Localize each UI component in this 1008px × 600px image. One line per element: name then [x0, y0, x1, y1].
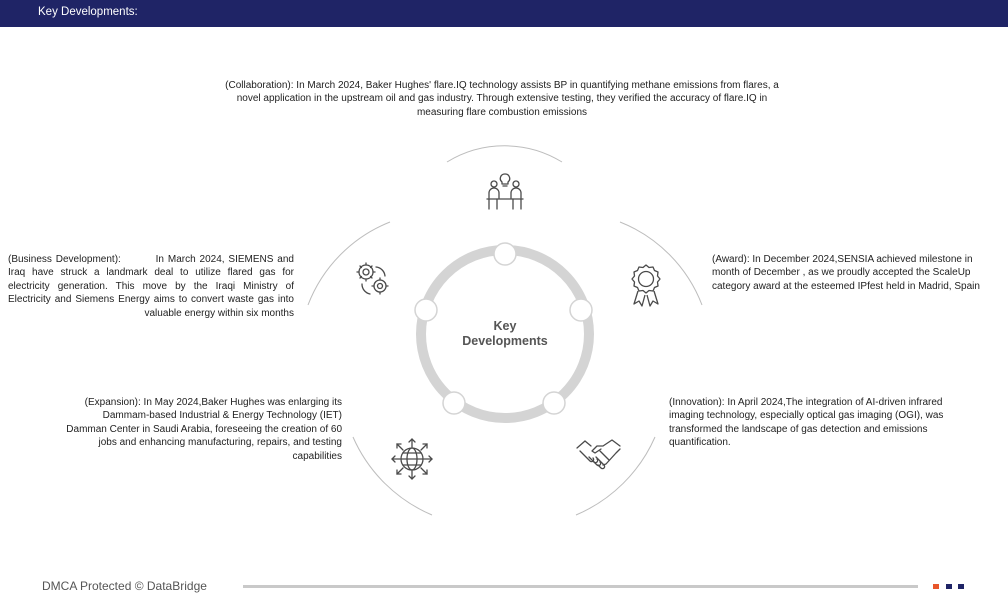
footer-square-navy-2	[958, 584, 964, 589]
ring-node-bottom-left	[443, 392, 465, 414]
footer-copyright: DMCA Protected © DataBridge	[42, 579, 207, 593]
arc-right	[620, 222, 702, 305]
people-meeting-icon	[487, 174, 523, 209]
center-label-line1: Key	[493, 319, 517, 333]
center-label	[455, 319, 555, 349]
page-title: Key Developments:	[38, 6, 138, 18]
footer-square-orange	[933, 584, 939, 589]
innovation-text: (Innovation): In April 2024,The integration of AI-driven infrared imaging technology, especially optical gas imaging (OGI), was transformed the landscape of gas detection and emissions quantification.	[669, 397, 944, 449]
business-development-text: (Business Development): In March 2024, SIEMENS and Iraq have struck a landmark deal to utilize flared gas for electricity generation. This move by the Iraqi Ministry of Electricity and Siemens Energy aims to convert waste gas into valuable energy within six months	[8, 254, 294, 319]
award-text: (Award): In December 2024,SENSIA achieved milestone in month of December , as we proudly accepted the ScaleUp category award at the esteemed IPfest held in Madrid, Spain	[712, 254, 980, 292]
globe-arrows-icon	[392, 439, 432, 479]
arc-left	[308, 222, 390, 305]
arc-bottom-left	[353, 437, 432, 515]
award-badge-icon	[632, 265, 660, 306]
footer-square-navy	[946, 584, 952, 589]
center-label-line2: Developments	[462, 334, 548, 348]
expansion-text: (Expansion): In May 2024,Baker Hughes was enlarging its Dammam-based Industrial & Energy Technology (IET) Damman Center in Saudi Arabia, foreseeing the creation of 60 jobs and enhancing manufacturing, repairs, and testing capabilities	[66, 397, 342, 462]
arc-bottom-right	[576, 437, 655, 515]
collaboration-text: (Collaboration): In March 2024, Baker Hughes' flare.IQ technology assists BP in quantifying methane emissions from flares, a novel application in the upstream oil and gas industry. Through extensive testing, they verified the accuracy of flare.IQ in measuring flare combustion emissions	[225, 80, 779, 118]
handshake-icon	[577, 440, 620, 469]
ring-node-left	[415, 299, 437, 321]
ring-node-right	[570, 299, 592, 321]
ring-node-top	[494, 243, 516, 265]
ring-node-bottom-right	[543, 392, 565, 414]
gears-idea-icon	[357, 263, 388, 294]
footer-divider	[243, 585, 918, 588]
arc-top	[447, 146, 562, 162]
